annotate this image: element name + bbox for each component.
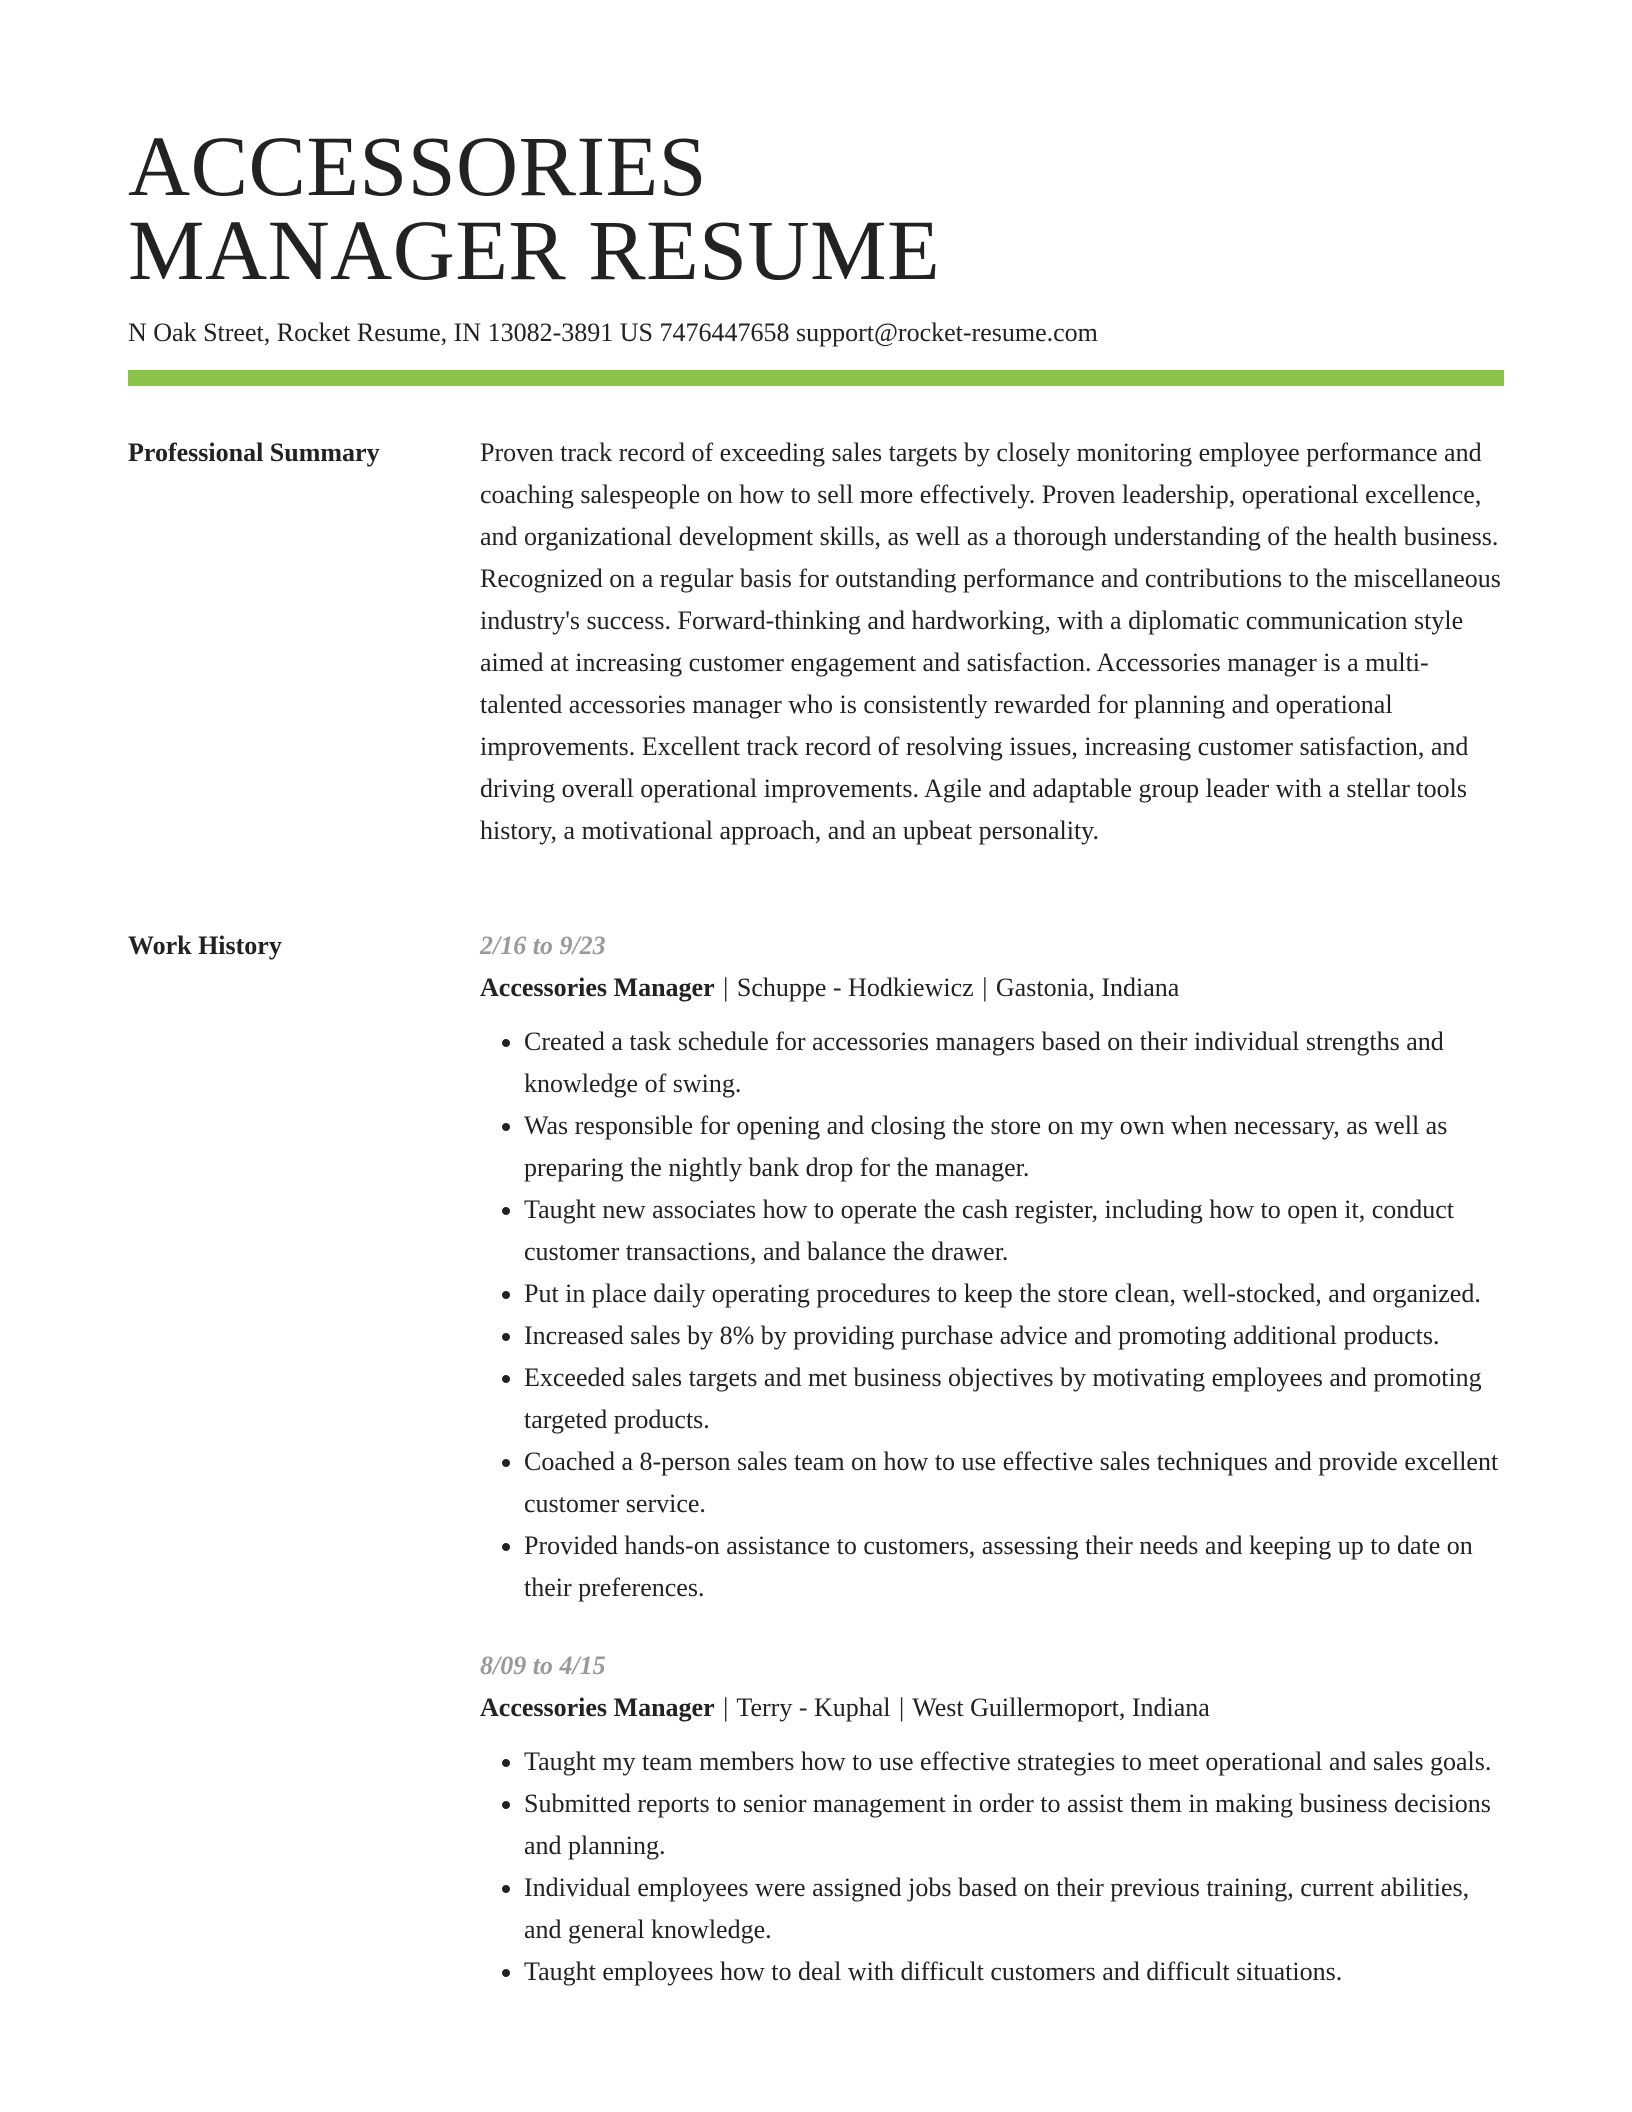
section-label-summary: Professional Summary xyxy=(128,438,380,467)
contact-address: N Oak Street, Rocket Resume, IN 13082-3891 US xyxy=(128,318,653,347)
job-heading xyxy=(480,1687,1504,1729)
separator: | xyxy=(723,1693,729,1722)
job-dates: 8/09 to 4/15 xyxy=(480,1651,606,1680)
job-bullet: • Individual employees were assigned jobs based on their previous training, current abilities, and general knowledge. xyxy=(524,1867,1504,1951)
summary-body xyxy=(480,432,1504,852)
job-title: Accessories Manager xyxy=(480,1693,715,1722)
job-location: West Guillermoport, Indiana xyxy=(912,1693,1210,1722)
header-divider xyxy=(128,370,1504,386)
contact-line xyxy=(128,316,1098,350)
job-bullet: • Taught employees how to deal with difficult customers and difficult situations. xyxy=(524,1951,1504,1993)
job-location: Gastonia, Indiana xyxy=(995,973,1180,1002)
work-history-body xyxy=(480,925,1504,2029)
job-bullet: • Created a task schedule for accessories managers based on their individual strengths and knowledge of swing. xyxy=(524,1021,1504,1105)
job-bullets xyxy=(480,1741,1504,1993)
title-line-2: MANAGER RESUME xyxy=(128,202,941,298)
job-bullet: • Increased sales by 8% by providing purchase advice and promoting additional products. xyxy=(524,1315,1504,1357)
job-bullet: • Put in place daily operating procedures to keep the store clean, well-stocked, and organized. xyxy=(524,1273,1504,1315)
job-bullet: • Exceeded sales targets and met business objectives by motivating employees and promoting targeted products. xyxy=(524,1357,1504,1441)
contact-email: support@rocket-resume.com xyxy=(795,318,1098,347)
job-title: Accessories Manager xyxy=(480,973,715,1002)
job-heading xyxy=(480,967,1504,1009)
resume-title xyxy=(128,118,941,298)
job-bullets xyxy=(480,1021,1504,1609)
job-bullet: • Provided hands-on assistance to customers, assessing their needs and keeping up to date on their preferences. xyxy=(524,1525,1504,1609)
separator: | xyxy=(899,1693,905,1722)
contact-phone: 7476447658 xyxy=(659,318,790,347)
job-company: Schuppe - Hodkiewicz xyxy=(736,973,974,1002)
job-bullet: • Taught my team members how to use effective strategies to meet operational and sales goals. xyxy=(524,1741,1504,1783)
job-bullet: • Was responsible for opening and closing the store on my own when necessary, as well as preparing the nightly bank drop for the manager. xyxy=(524,1105,1504,1189)
job-bullet: • Coached a 8-person sales team on how to use effective sales techniques and provide excellent customer service. xyxy=(524,1441,1504,1525)
separator: | xyxy=(982,973,988,1002)
separator: | xyxy=(723,973,729,1002)
professional-summary-section xyxy=(128,432,1504,892)
title-line-1: ACCESSORIES xyxy=(128,118,707,214)
job-entry xyxy=(480,925,1504,1609)
summary-text: Proven track record of exceeding sales targets by closely monitoring employee performance and coaching salespeople on how to sell more effectively. Proven leadership, operational excellence, and organizational development skills, as well as a thorough understanding of the health business. Recognized on a regular basis for outstanding performance and contributions to the miscellaneous industry's success. Forward-thinking and hardworking, with a diplomatic communication style aimed at increasing customer engagement and satisfaction. Accessories manager is a multi-talented accessories manager who is consistently rewarded for planning and operational improvements. Excellent track record of resolving issues, increasing customer satisfaction, and driving overall operational improvements. Agile and adaptable group leader with a stellar tools history, a motivational approach, and an upbeat personality. xyxy=(480,438,1501,845)
job-dates: 2/16 to 9/23 xyxy=(480,931,606,960)
job-company: Terry - Kuphal xyxy=(736,1693,891,1722)
section-label-work-history: Work History xyxy=(128,931,282,960)
job-bullet: • Submitted reports to senior management in order to assist them in making business decisions and planning. xyxy=(524,1783,1504,1867)
job-entry xyxy=(480,1645,1504,1993)
job-bullet: • Taught new associates how to operate the cash register, including how to open it, conduct customer transactions, and balance the drawer. xyxy=(524,1189,1504,1273)
